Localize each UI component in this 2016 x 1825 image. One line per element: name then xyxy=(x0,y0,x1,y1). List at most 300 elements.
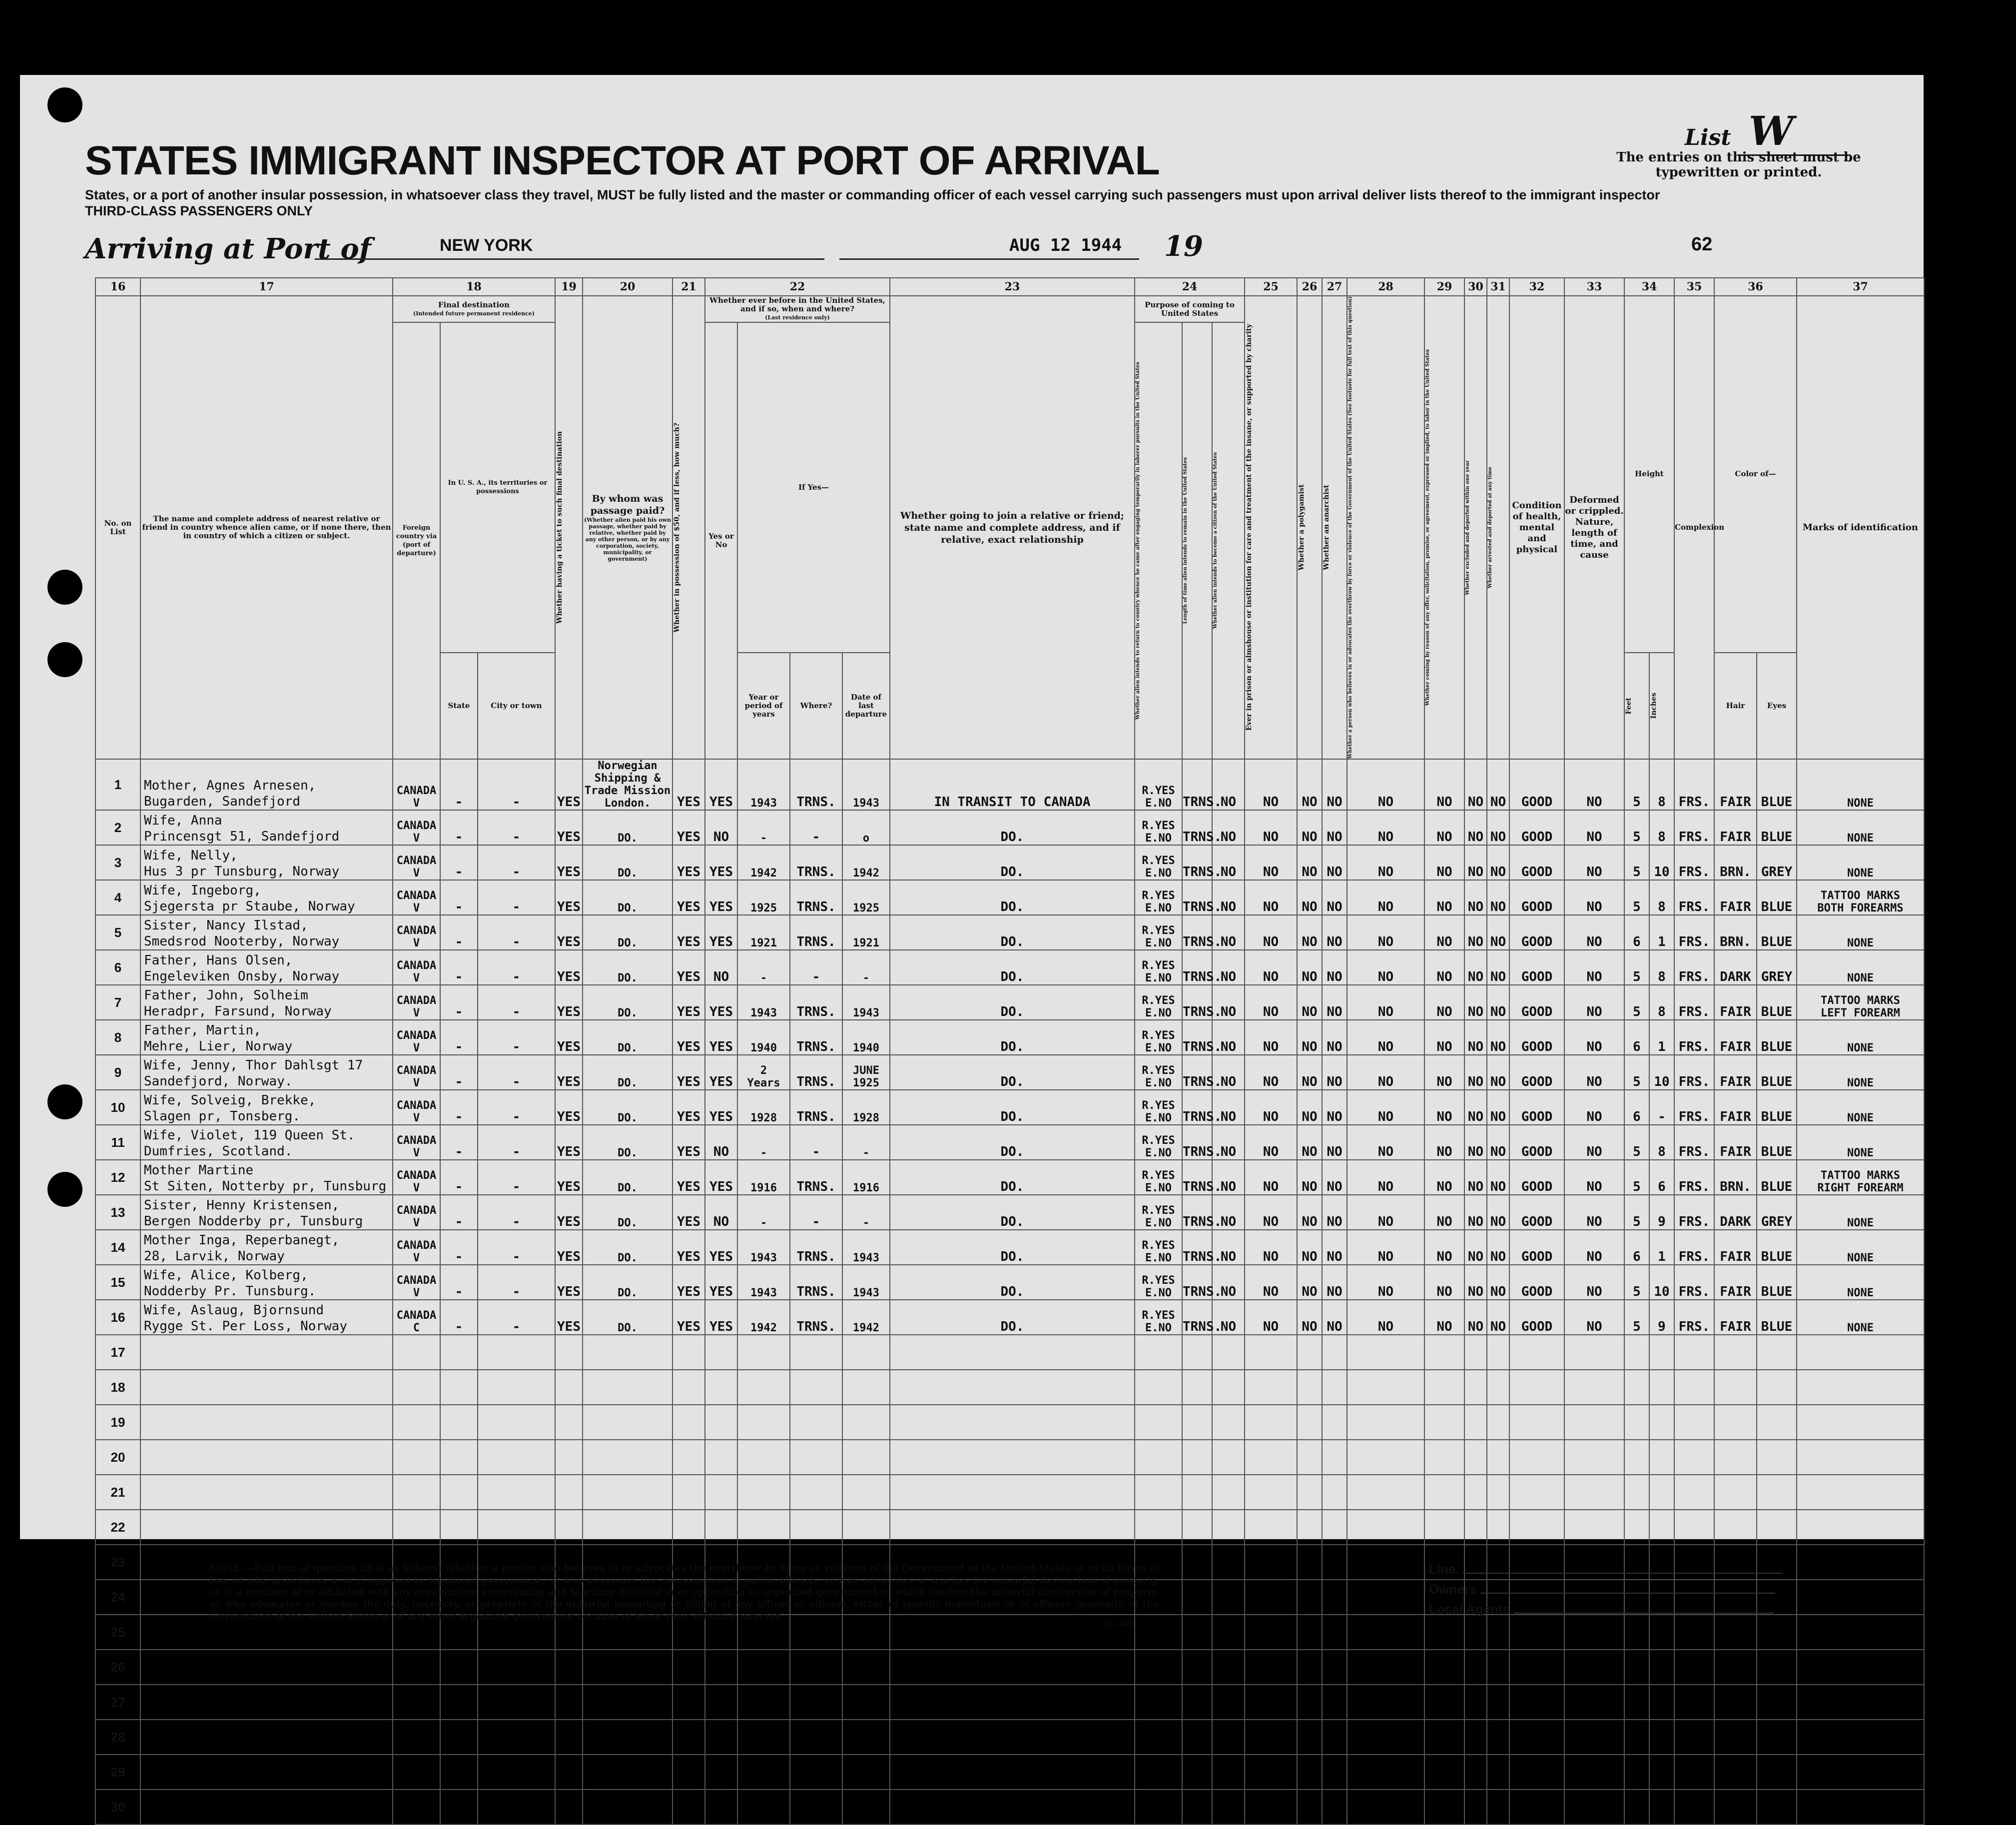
empty-cell xyxy=(1797,1685,1924,1720)
relative-cell: Sister, Henny Kristensen, Bergen Nodderby pr, Tunsburg xyxy=(140,1195,393,1230)
empty-cell xyxy=(1624,1615,1649,1650)
empty-cell xyxy=(1424,1370,1464,1405)
empty-cell xyxy=(737,1405,790,1440)
deported-cell: NO xyxy=(1487,810,1509,845)
column-number: 32 xyxy=(1509,278,1564,296)
health-cell: GOOD xyxy=(1509,950,1564,985)
local-agents-field xyxy=(1514,1613,1774,1614)
health-cell: GOOD xyxy=(1509,1125,1564,1160)
departure-date-cell: 1942 xyxy=(842,845,890,880)
empty-cell xyxy=(1797,1370,1924,1405)
empty-cell xyxy=(1624,1370,1649,1405)
question-28-cell: NO xyxy=(1347,1125,1424,1160)
passage-paid-cell: DO. xyxy=(583,950,672,985)
purpose-cell: R.YES E.NO xyxy=(1135,759,1182,810)
column-number: 29 xyxy=(1424,278,1464,296)
empty-cell xyxy=(1509,1790,1564,1825)
empty-cell xyxy=(1487,1755,1509,1790)
purpose-cell: R.YES E.NO xyxy=(1135,1125,1182,1160)
ticket-cell: YES xyxy=(555,880,583,915)
purpose-cell: R.YES E.NO xyxy=(1135,1265,1182,1300)
empty-cell xyxy=(890,1405,1135,1440)
marks-cell: NONE xyxy=(1797,1055,1924,1090)
where-cell: TRNS. xyxy=(790,1090,842,1125)
empty-cell xyxy=(140,1685,393,1720)
citizenship-cell: NO xyxy=(1212,1090,1245,1125)
passage-paid-header xyxy=(583,296,672,759)
empty-cell xyxy=(583,1510,672,1545)
marks-cell: NONE xyxy=(1797,1230,1924,1265)
row-number: 16 xyxy=(95,1300,140,1335)
foreign-country-cell: CANADA V xyxy=(393,1020,440,1055)
deformed-cell: NO xyxy=(1564,950,1624,985)
question-28-cell: NO xyxy=(1347,810,1424,845)
entries-note: The entries on this sheet must be typewritten or printed. xyxy=(1616,150,1861,180)
owners-label: Owners xyxy=(1429,1582,1477,1597)
polygamist-cell: NO xyxy=(1297,1160,1322,1195)
empty-cell xyxy=(705,1685,737,1720)
empty-cell xyxy=(1322,1685,1347,1720)
empty-cell xyxy=(1757,1510,1797,1545)
departure-date-cell: 1942 xyxy=(842,1300,890,1335)
inches-cell: 8 xyxy=(1649,759,1674,810)
empty-cell xyxy=(1564,1615,1624,1650)
relative-cell: Mother Inga, Reperbanegt, 28, Larvik, Norway xyxy=(140,1230,393,1265)
citizenship-cell: NO xyxy=(1212,1125,1245,1160)
empty-cell xyxy=(737,1685,790,1720)
departure-date-cell: - xyxy=(842,1125,890,1160)
deported-header xyxy=(1487,296,1509,759)
foreign-country-cell: CANADA V xyxy=(393,1160,440,1195)
prison-cell: NO xyxy=(1245,1055,1297,1090)
citizenship-cell: NO xyxy=(1212,985,1245,1020)
empty-cell xyxy=(1245,1440,1297,1475)
empty-cell xyxy=(478,1720,555,1755)
empty-cell xyxy=(1487,1685,1509,1720)
hair-cell: BRN. xyxy=(1714,1160,1757,1195)
polygamist-cell: NO xyxy=(1297,985,1322,1020)
deformed-cell: NO xyxy=(1564,1020,1624,1055)
empty-cell xyxy=(1624,1650,1649,1685)
empty-cell xyxy=(1757,1685,1797,1720)
before-in-us-cell: YES xyxy=(705,1160,737,1195)
inches-cell: 9 xyxy=(1649,1300,1674,1335)
deformed-cell: NO xyxy=(1564,985,1624,1020)
empty-cell xyxy=(1245,1370,1297,1405)
empty-cell xyxy=(1674,1335,1714,1370)
deported-cell: NO xyxy=(1487,1300,1509,1335)
empty-cell xyxy=(1797,1650,1924,1685)
empty-cell xyxy=(1297,1510,1322,1545)
question-28-cell: NO xyxy=(1347,1055,1424,1090)
empty-cell xyxy=(1509,1720,1564,1755)
empty-cell xyxy=(1564,1685,1624,1720)
empty-cell xyxy=(1624,1405,1649,1440)
eyes-cell: BLUE xyxy=(1757,1265,1797,1300)
empty-cell xyxy=(737,1650,790,1685)
empty-cell xyxy=(1797,1510,1924,1545)
hair-cell: FAIR xyxy=(1714,1300,1757,1335)
column-number: 23 xyxy=(890,278,1135,296)
passage-paid-cell: DO. xyxy=(583,915,672,950)
anarchist-cell: NO xyxy=(1322,1160,1347,1195)
length-of-stay-cell: TRNS. xyxy=(1182,759,1212,810)
polygamist-cell: NO xyxy=(1297,915,1322,950)
empty-cell xyxy=(1297,1580,1322,1615)
period-cell: - xyxy=(737,1195,790,1230)
empty-cell xyxy=(1464,1510,1487,1545)
empty-cell xyxy=(1322,1440,1347,1475)
empty-cell xyxy=(140,1790,393,1825)
empty-cell xyxy=(1464,1615,1487,1650)
health-cell: GOOD xyxy=(1509,810,1564,845)
length-of-stay-cell: TRNS. xyxy=(1182,810,1212,845)
citizenship-intent-header xyxy=(1212,322,1245,759)
empty-cell xyxy=(737,1475,790,1510)
anarchist-cell: NO xyxy=(1322,985,1347,1020)
empty-cell xyxy=(1347,1790,1424,1825)
empty-cell xyxy=(1564,1335,1624,1370)
empty-cell xyxy=(890,1475,1135,1510)
empty-cell xyxy=(1347,1370,1424,1405)
empty-cell xyxy=(1424,1510,1464,1545)
feet-cell: 5 xyxy=(1624,1125,1649,1160)
empty-cell xyxy=(1347,1545,1424,1580)
before-in-us-cell: YES xyxy=(705,845,737,880)
marks-cell: TATTOO MARKS RIGHT FOREARM xyxy=(1797,1160,1924,1195)
empty-cell xyxy=(1135,1685,1182,1720)
citizenship-cell: NO xyxy=(1212,915,1245,950)
year-label: 19 xyxy=(1164,230,1203,263)
table-row xyxy=(95,759,1924,810)
empty-cell xyxy=(1487,1370,1509,1405)
empty-cell xyxy=(1182,1370,1212,1405)
arrival-date: AUG 12 1944 xyxy=(839,234,1139,260)
eyes-cell: BLUE xyxy=(1757,759,1797,810)
foreign-country-cell: CANADA V xyxy=(393,759,440,810)
line-label: Line xyxy=(1429,1562,1456,1577)
empty-cell xyxy=(1212,1475,1245,1510)
feet-cell: 6 xyxy=(1624,915,1649,950)
empty-cell xyxy=(140,1755,393,1790)
departure-date-cell: 1928 xyxy=(842,1090,890,1125)
empty-cell xyxy=(393,1650,440,1685)
empty-cell xyxy=(555,1720,583,1755)
state-cell: - xyxy=(440,759,478,810)
empty-cell xyxy=(393,1475,440,1510)
foreign-country-cell: CANADA V xyxy=(393,1265,440,1300)
row-number: 23 xyxy=(95,1545,140,1580)
where-cell: TRNS. xyxy=(790,1265,842,1300)
feet-cell: 6 xyxy=(1624,1020,1649,1055)
foreign-country-cell: CANADA C xyxy=(393,1300,440,1335)
empty-cell xyxy=(393,1370,440,1405)
length-of-stay-cell: TRNS. xyxy=(1182,845,1212,880)
money-cell: YES xyxy=(672,1300,705,1335)
before-in-us-cell: YES xyxy=(705,1090,737,1125)
empty-cell xyxy=(842,1510,890,1545)
table-row xyxy=(95,1230,1924,1265)
inches-cell: 8 xyxy=(1649,1125,1674,1160)
column-number: 28 xyxy=(1347,278,1424,296)
where-cell: - xyxy=(790,1125,842,1160)
ticket-cell: YES xyxy=(555,1090,583,1125)
period-cell: 1943 xyxy=(737,985,790,1020)
deformed-cell: NO xyxy=(1564,1265,1624,1300)
departure-date-cell: 1916 xyxy=(842,1160,890,1195)
empty-cell xyxy=(1297,1790,1322,1825)
polygamist-header-text: Whether a polygamist xyxy=(1298,484,1306,571)
table-row xyxy=(95,1335,1924,1370)
join-relative-cell: DO. xyxy=(890,950,1135,985)
passage-paid-cell: DO. xyxy=(583,1230,672,1265)
where-cell: TRNS. xyxy=(790,845,842,880)
length-of-stay-cell: TRNS. xyxy=(1182,880,1212,915)
feet-cell: 5 xyxy=(1624,810,1649,845)
empty-cell xyxy=(737,1790,790,1825)
empty-cell xyxy=(1212,1790,1245,1825)
empty-cell xyxy=(672,1440,705,1475)
table-row xyxy=(95,950,1924,985)
empty-cell xyxy=(440,1335,478,1370)
row-number: 25 xyxy=(95,1615,140,1650)
empty-cell xyxy=(1212,1510,1245,1545)
anarchist-cell: NO xyxy=(1322,1300,1347,1335)
purpose-cell: R.YES E.NO xyxy=(1135,1300,1182,1335)
excluded-cell: NO xyxy=(1464,759,1487,810)
departure-date-cell: - xyxy=(842,950,890,985)
empty-cell xyxy=(1714,1370,1757,1405)
empty-cell xyxy=(1424,1475,1464,1510)
empty-cell xyxy=(1424,1720,1464,1755)
inches-cell: 6 xyxy=(1649,1160,1674,1195)
citizenship-cell: NO xyxy=(1212,950,1245,985)
inches-cell: 8 xyxy=(1649,880,1674,915)
empty-cell xyxy=(1649,1405,1674,1440)
empty-cell xyxy=(555,1650,583,1685)
complexion-cell: FRS. xyxy=(1674,985,1714,1020)
before-in-us-cell: YES xyxy=(705,759,737,810)
empty-cell xyxy=(1487,1440,1509,1475)
complexion-cell: FRS. xyxy=(1674,1195,1714,1230)
polygamist-cell: NO xyxy=(1297,1300,1322,1335)
excluded-cell: NO xyxy=(1464,985,1487,1020)
inches-cell: 10 xyxy=(1649,1055,1674,1090)
list-label: List xyxy=(1684,125,1731,150)
length-of-stay-cell: TRNS. xyxy=(1182,1020,1212,1055)
passage-paid-cell: DO. xyxy=(583,1160,672,1195)
table-row xyxy=(95,1650,1924,1685)
where-cell: TRNS. xyxy=(790,1230,842,1265)
where-cell: TRNS. xyxy=(790,880,842,915)
empty-cell xyxy=(1564,1370,1624,1405)
row-number: 29 xyxy=(95,1755,140,1790)
empty-cell xyxy=(705,1650,737,1685)
before-in-us-cell: YES xyxy=(705,915,737,950)
labor-offer-text: Whether coming by reason of any offer, solicitation, promise, or agreement, expressed or implied, to labor in the United States xyxy=(1425,349,1430,706)
table-row xyxy=(95,1370,1924,1405)
port-of-arrival: NEW YORK xyxy=(315,234,824,260)
empty-cell xyxy=(1674,1370,1714,1405)
table-row xyxy=(95,1405,1924,1440)
table-row xyxy=(95,1790,1924,1825)
city-cell: - xyxy=(478,759,555,810)
empty-cell xyxy=(555,1405,583,1440)
ticket-cell: YES xyxy=(555,1160,583,1195)
empty-cell xyxy=(140,1510,393,1545)
marks-cell: NONE xyxy=(1797,1195,1924,1230)
empty-cell xyxy=(440,1790,478,1825)
row-number: 24 xyxy=(95,1580,140,1615)
form-number: 16—669 xyxy=(1104,1620,1134,1628)
previously-in-us-header xyxy=(705,296,890,322)
ticket-cell: YES xyxy=(555,1125,583,1160)
empty-cell xyxy=(1464,1685,1487,1720)
empty-cell xyxy=(672,1475,705,1510)
polygamist-cell: NO xyxy=(1297,1265,1322,1300)
empty-cell xyxy=(1624,1335,1649,1370)
empty-cell xyxy=(1182,1335,1212,1370)
empty-cell xyxy=(1757,1370,1797,1405)
empty-cell xyxy=(790,1650,842,1685)
empty-cell xyxy=(737,1510,790,1545)
page-subtitle: States, or a port of another insular possession, in whatsoever class they travel, MUST be fully listed and the master or commanding officer of each vessel carrying such passengers must upon arrival deliver lists thereof to the immigrant inspector xyxy=(85,187,1660,202)
empty-cell xyxy=(583,1335,672,1370)
passage-paid-cell: DO. xyxy=(583,1020,672,1055)
citizenship-cell: NO xyxy=(1212,759,1245,810)
anarchist-cell: NO xyxy=(1322,950,1347,985)
table-row xyxy=(95,1055,1924,1090)
money-cell: YES xyxy=(672,845,705,880)
empty-cell xyxy=(705,1370,737,1405)
anarchist-cell: NO xyxy=(1322,1090,1347,1125)
departure-date-cell: 1943 xyxy=(842,985,890,1020)
empty-cell xyxy=(1135,1405,1182,1440)
where-cell: TRNS. xyxy=(790,1300,842,1335)
health-header: Condition of health, mental and physical xyxy=(1509,296,1564,759)
state-cell: - xyxy=(440,810,478,845)
empty-cell xyxy=(1347,1615,1424,1650)
empty-cell xyxy=(790,1720,842,1755)
eyes-cell: BLUE xyxy=(1757,985,1797,1020)
empty-cell xyxy=(1135,1440,1182,1475)
city-cell: - xyxy=(478,915,555,950)
usa-destination-header: In U. S. A., its territories or possessions xyxy=(440,322,555,653)
feet-cell: 5 xyxy=(1624,759,1649,810)
empty-cell xyxy=(1674,1475,1714,1510)
state-cell: - xyxy=(440,1160,478,1195)
binder-hole xyxy=(47,1084,82,1119)
empty-cell xyxy=(1322,1475,1347,1510)
table-row xyxy=(95,1755,1924,1790)
empty-cell xyxy=(555,1475,583,1510)
table-row xyxy=(95,810,1924,845)
column-number: 25 xyxy=(1245,278,1297,296)
row-number: 22 xyxy=(95,1510,140,1545)
empty-cell xyxy=(842,1685,890,1720)
empty-cell xyxy=(1714,1335,1757,1370)
hair-cell: FAIR xyxy=(1714,880,1757,915)
empty-cell xyxy=(1424,1335,1464,1370)
state-cell: - xyxy=(440,1090,478,1125)
length-of-stay-cell: TRNS. xyxy=(1182,1265,1212,1300)
marks-cell: TATTOO MARKS BOTH FOREARMS xyxy=(1797,880,1924,915)
anarchist-cell: NO xyxy=(1322,880,1347,915)
empty-cell xyxy=(890,1790,1135,1825)
empty-cell xyxy=(440,1755,478,1790)
citizenship-cell: NO xyxy=(1212,845,1245,880)
final-destination-sub: (Intended future permanent residence) xyxy=(413,310,535,317)
deported-cell: NO xyxy=(1487,1125,1509,1160)
empty-cell xyxy=(1212,1370,1245,1405)
ticket-cell: YES xyxy=(555,1020,583,1055)
column-number: 20 xyxy=(583,278,672,296)
health-cell: GOOD xyxy=(1509,1230,1564,1265)
empty-cell xyxy=(1624,1685,1649,1720)
prison-cell: NO xyxy=(1245,1300,1297,1335)
empty-cell xyxy=(1714,1615,1757,1650)
passage-paid-sub: (Whether alien paid his own passage, whether paid by relative, whether paid by any other person, or by any corporation, society, municipality, or government) xyxy=(584,517,672,563)
empty-cell xyxy=(1347,1510,1424,1545)
excluded-cell: NO xyxy=(1464,1055,1487,1090)
hair-cell: FAIR xyxy=(1714,1125,1757,1160)
complexion-cell: FRS. xyxy=(1674,1090,1714,1125)
empty-cell xyxy=(555,1370,583,1405)
empty-cell xyxy=(1322,1755,1347,1790)
binder-hole xyxy=(47,1172,82,1207)
column-number: 24 xyxy=(1135,278,1245,296)
deported-cell: NO xyxy=(1487,1020,1509,1055)
departure-date-cell: 1925 xyxy=(842,880,890,915)
join-relative-cell: DO. xyxy=(890,810,1135,845)
citizenship-cell: NO xyxy=(1212,1230,1245,1265)
empty-cell xyxy=(478,1650,555,1685)
hair-cell: FAIR xyxy=(1714,1020,1757,1055)
ticket-cell: YES xyxy=(555,915,583,950)
empty-cell xyxy=(1487,1790,1509,1825)
empty-cell xyxy=(1135,1755,1182,1790)
column-number: 19 xyxy=(555,278,583,296)
relative-cell: Wife, Ingeborg, Sjegersta pr Staube, Norway xyxy=(140,880,393,915)
empty-cell xyxy=(1182,1685,1212,1720)
empty-cell xyxy=(1797,1615,1924,1650)
complexion-header: Complexion xyxy=(1674,296,1714,759)
local-agents-label: Local Agents xyxy=(1429,1602,1510,1617)
empty-cell xyxy=(1135,1370,1182,1405)
empty-cell xyxy=(1509,1650,1564,1685)
empty-cell xyxy=(705,1720,737,1755)
empty-cell xyxy=(1182,1545,1212,1580)
eyes-cell: BLUE xyxy=(1757,1020,1797,1055)
empty-cell xyxy=(1564,1475,1624,1510)
empty-cell xyxy=(1757,1720,1797,1755)
join-relative-cell: DO. xyxy=(890,915,1135,950)
citizenship-cell: NO xyxy=(1212,1300,1245,1335)
empty-cell xyxy=(1322,1650,1347,1685)
empty-cell xyxy=(1674,1650,1714,1685)
empty-cell xyxy=(1714,1650,1757,1685)
polygamist-cell: NO xyxy=(1297,1230,1322,1265)
empty-cell xyxy=(1135,1510,1182,1545)
empty-cell xyxy=(555,1510,583,1545)
passage-paid-cell: DO. xyxy=(583,1195,672,1230)
table-row xyxy=(95,1090,1924,1125)
table-row xyxy=(95,1125,1924,1160)
length-of-stay-cell: TRNS. xyxy=(1182,950,1212,985)
row-number: 2 xyxy=(95,810,140,845)
empty-cell xyxy=(393,1440,440,1475)
labor-offer-cell: NO xyxy=(1424,1020,1464,1055)
